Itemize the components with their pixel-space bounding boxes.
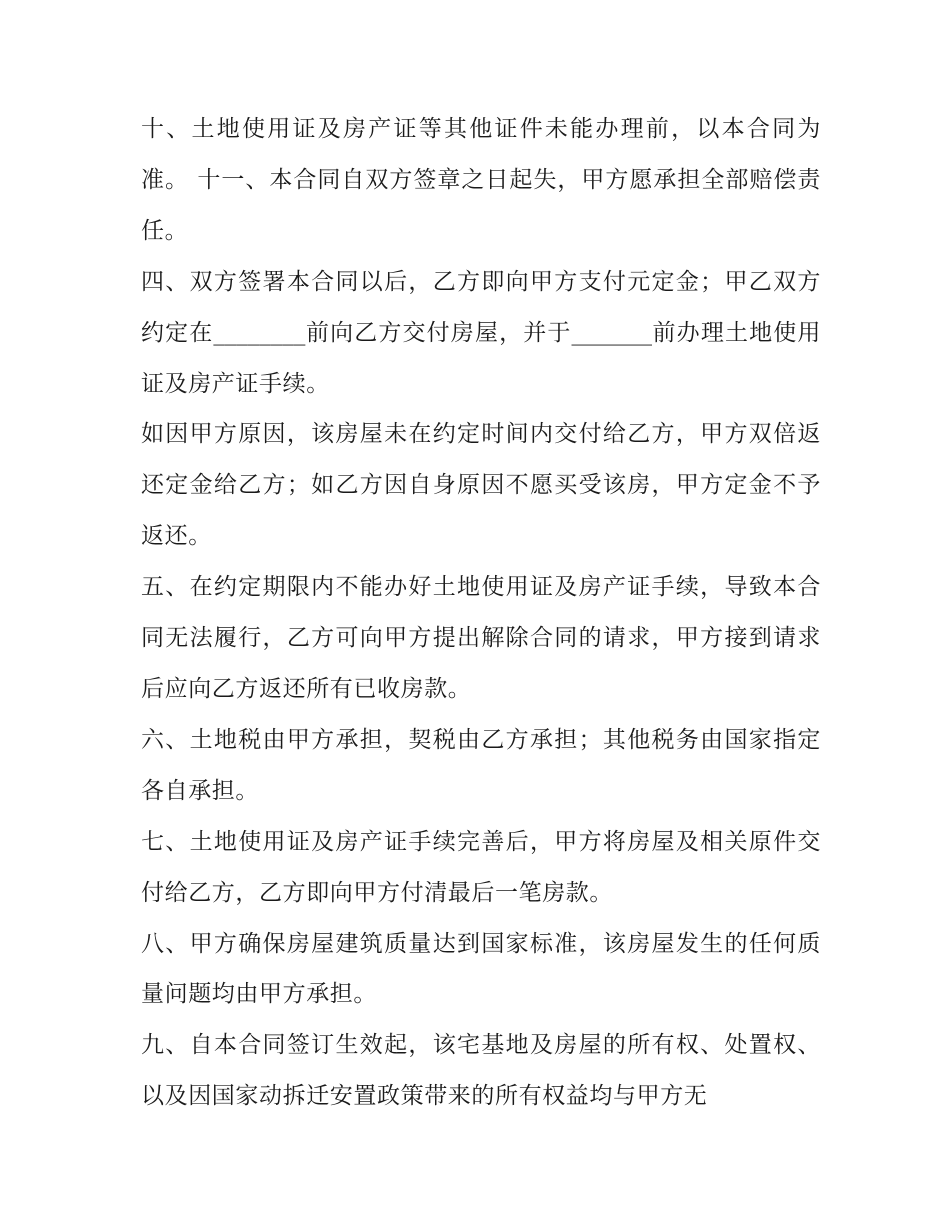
paragraph-clause-6: 六、土地税由甲方承担，契税由乙方承担；其他税务由国家指定各自承担。 (141, 726, 821, 804)
blank-certificate-date: _______ (571, 319, 652, 346)
paragraph-clause-10-11: 十、土地使用证及房产证等其他证件未能办理前，以本合同为准。 十一、本合同自双方签章之日起失，甲方愿承担全部赔偿责任。 (141, 116, 821, 244)
clause-4-text-part1: 四、双方签署本合同以后，乙方即向甲方支付元定金；甲乙双方约定在 (141, 268, 821, 346)
document-page (141, 104, 821, 1122)
paragraph-clause-9: 九、自本合同签订生效起，该宅基地及房屋的所有权、处置权、以及因国家动拆迁安置政策带来的所有权益均与甲方无 (141, 1032, 821, 1110)
paragraph-clause-4 (141, 257, 821, 410)
clause-4-text-part3: 前办理土地使用证及房产证手续。 (141, 319, 821, 397)
paragraph-clause-5: 五、在约定期限内不能办好土地使用证及房产证手续，导致本合同无法履行，乙方可向甲方提出解除合同的请求，甲方接到请求后应向乙方返还所有已收房款。 (141, 574, 821, 702)
paragraph-clause-7: 七、土地使用证及房产证手续完善后，甲方将房屋及相关原件交付给乙方，乙方即向甲方付清最后一笔房款。 (141, 828, 821, 906)
paragraph-deposit-terms: 如因甲方原因，该房屋未在约定时间内交付给乙方，甲方双倍返还定金给乙方；如乙方因自身原因不愿买受该房，甲方定金不予返还。 (141, 421, 821, 550)
blank-delivery-date: ________ (213, 319, 306, 346)
clause-4-text-part2: 前向乙方交付房屋，并于 (305, 319, 572, 346)
paragraph-clause-8: 八、甲方确保房屋建筑质量达到国家标准，该房屋发生的任何质量问题均由甲方承担。 (141, 930, 821, 1008)
